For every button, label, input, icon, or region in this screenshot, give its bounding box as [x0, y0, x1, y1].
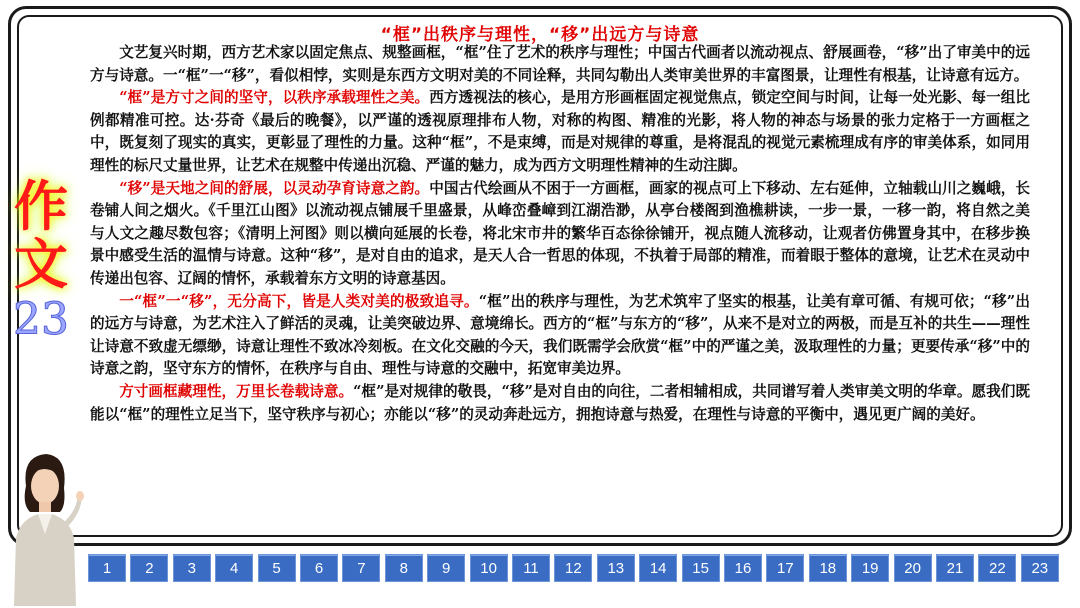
- nav-page-17-button[interactable]: 17: [766, 554, 804, 582]
- nav-page-2-button[interactable]: 2: [130, 554, 168, 582]
- paragraph-lead: “框”是方寸之间的坚守，以秩序承载理性之美。: [119, 89, 430, 107]
- paragraph-text: 西方透视法的核心，是用方形画框固定视觉焦点，锁定空间与时间，让每一处光影、每一组比例都精准可控。达·芬奇《最后的晚餐》，以严谨的透视原理排布人物，对称的构图、精准的光影，将人物的神态与场景的张力定格于一方画框之中，既复刻了现实的真实，更彰显了理性的力量。这种“框”，不是束缚，而是对规律的尊重，是将混乱的视觉元素梳理成有序的审美体系，如同用理性的标尺丈量世界，让艺术在规整中传递出沉稳、严谨的魅力，成为西方文明理性精神的生动注脚。: [90, 89, 1030, 174]
- nav-page-5-button[interactable]: 5: [258, 554, 296, 582]
- side-label-title: [0, 175, 82, 296]
- nav-page-13-button[interactable]: 13: [597, 554, 635, 582]
- nav-page-15-button[interactable]: 15: [682, 554, 720, 582]
- nav-page-1-button[interactable]: 1: [88, 554, 126, 582]
- nav-page-3-button[interactable]: 3: [173, 554, 211, 582]
- essay-body: [90, 42, 1030, 532]
- paragraph-lead: 一“框”一“移”，无分高下，皆是人类对美的极致追寻。: [119, 292, 479, 310]
- nav-page-21-button[interactable]: 21: [936, 554, 974, 582]
- paragraph-5: [90, 381, 1030, 426]
- nav-page-12-button[interactable]: 12: [554, 554, 592, 582]
- nav-page-11-button[interactable]: 11: [512, 554, 550, 582]
- nav-page-9-button[interactable]: 9: [427, 554, 465, 582]
- nav-page-19-button[interactable]: 19: [851, 554, 889, 582]
- paragraph-lead: 方寸画框藏理性，万里长卷载诗意。: [119, 382, 354, 400]
- paragraph-text: 中国古代绘画从不困于一方画框，画家的视点可上下移动、左右延伸，立轴载山川之巍峨，长卷铺人间之烟火。《千里江山图》以流动视点铺展千里盛景，从峰峦叠嶂到江湖浩渺，从亭台楼阁到渔樵耕读，一步一景，一移一韵，将自然之美与人文之趣尽数包容；《清明上河图》则以横向延展的长卷，将北宋市井的繁华百态徐徐铺开，视点随人流移动，让观者仿佛置身其中，在移步换景中感受生活的温情与诗意。这种“移”，是对自由的追求，是天人合一哲思的体现，不执着于局部的精准，而着眼于整体的意境，让艺术在灵动中传递出包容、辽阔的情怀，承载着东方文明的诗意基因。: [90, 179, 1030, 287]
- nav-page-18-button[interactable]: 18: [809, 554, 847, 582]
- teacher-illustration: [4, 446, 84, 606]
- paragraph-3: [90, 178, 1030, 291]
- nav-page-4-button[interactable]: 4: [215, 554, 253, 582]
- nav-page-23-button[interactable]: 23: [1021, 554, 1059, 582]
- paragraph-2: [90, 87, 1030, 177]
- nav-page-10-button[interactable]: 10: [470, 554, 508, 582]
- nav-page-22-button[interactable]: 22: [978, 554, 1016, 582]
- side-label: [0, 175, 82, 345]
- nav-page-16-button[interactable]: 16: [724, 554, 762, 582]
- paragraph-text: “框”是对规律的敬畏，“移”是对自由的向往，二者相辅相成，共同谱写着人类审美文明的华章。愿我们既能以“框”的理性立足当下，坚守秩序与初心；亦能以“移”的灵动奔赴远方，拥抱诗意与热爱，在理性与诗意的平衡中，遇见更广阔的美好。: [90, 382, 1030, 423]
- paragraph-text: 文艺复兴时期，西方艺术家以固定焦点、规整画框，“框”住了艺术的秩序与理性；中国古代画者以流动视点、舒展画卷，“移”出了审美中的远方与诗意。一“框”一“移”，看似相悖，实则是东西方文明对美的不同诠释，共同勾勒出人类审美世界的丰富图景，让理性有根基，让诗意有远方。: [90, 44, 1030, 84]
- paragraph-lead: “移”是天地之间的舒展，以灵动孕育诗意之韵。: [119, 179, 430, 197]
- essay-title: “框”出秩序与理性，“移”出远方与诗意: [380, 25, 700, 45]
- paragraph-1: [90, 42, 1030, 87]
- page-navigation: [88, 554, 1054, 584]
- nav-page-7-button[interactable]: 7: [342, 554, 380, 582]
- side-label-char-1: 作: [14, 175, 68, 238]
- nav-page-6-button[interactable]: 6: [300, 554, 338, 582]
- nav-page-14-button[interactable]: 14: [639, 554, 677, 582]
- paragraph-4: [90, 291, 1030, 381]
- nav-page-20-button[interactable]: 20: [894, 554, 932, 582]
- paragraph-text: “框”出的秩序与理性，为艺术筑牢了坚实的根基，让美有章可循、有规可依；“移”出的远方与诗意，为艺术注入了鲜活的灵魂，让美突破边界、意境绵长。西方的“框”与东方的“移”，从来不是对立的两极，而是互补的共生——理性让诗意不致虚无缥缈，诗意让理性不致冰冷刻板。在文化交融的今天，我们既需学会欣赏“框”中的严谨之美，汲取理性的力量；更要传承“移”中的诗意之韵，坚守东方的情怀，在秩序与自由、理性与诗意的交融中，拓宽审美边界。: [90, 292, 1030, 378]
- side-label-char-2: 文: [14, 233, 68, 296]
- side-label-number: 23: [13, 294, 69, 345]
- nav-page-8-button[interactable]: 8: [385, 554, 423, 582]
